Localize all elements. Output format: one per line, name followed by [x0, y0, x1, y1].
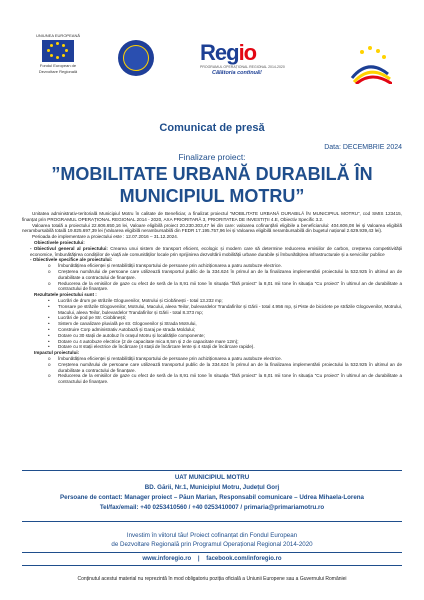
link-separator: | — [197, 556, 200, 562]
regio-subtitle: PROGRAMUL OPERAȚIONAL REGIONAL 2014-2020 — [200, 65, 285, 69]
list-item: o Reducerea de la emisiilor de gaze cu efect de seră de la 8,91 mii tone în situația “fără proiect” la 8,01 mii tone în situația “Cu proiect” în ultimul an de durabilitate a contractului de finanțare. — [48, 373, 402, 385]
impact-heading: Impactul proiectului: — [34, 350, 80, 356]
contact-organization: UAT MUNICIPIUL MOTRU — [174, 474, 250, 481]
specific-objectives-heading: - Obiectivele specifice ale proiectului: — [30, 257, 113, 263]
funding-note-line-2: de Dezvoltare Regională prin Programul Operațional Regional 2014-2020 — [111, 541, 313, 548]
list-item: o Reducerea de la emisiilor de gaze cu efect de seră de la 8,91 mii tone în situația “fără proiect” la 8,01 mii tone în situația “Cu proiect” în ultimul an de durabilitate a contractului de finanțare. — [48, 280, 402, 292]
logo-strip — [0, 33, 424, 100]
regio-tagline: Călătoria continuă! — [212, 70, 262, 76]
regio-logo — [200, 42, 310, 76]
list-item: o Creșterea numărului de persoane care utilizează transportul public de la 334.624 în primul an de la finalizarea implementării proiectului la 532.925 în ultimul an de durabilitate a contractului de finanțare. — [48, 361, 402, 373]
funding-note-line-1: Investim în viitorul tău! Proiect cofinanțat din Fondul European — [126, 532, 298, 539]
list-item: • Dotare cu 4 autobuze electrice (2 de capacitate mica 8,5m și 2 de capacitate mare 12m); — [48, 338, 239, 344]
value-paragraph: Valoarea totală a proiectului 22.606.650,16 lei, Valoare eligibilă proiect 20.230.303,47 lei din care: valoarea cofinanțării eligibile a beneficiarului: 404.606,08 lei și Valoarea eligibilă nerambursabilă totală 19.825.697,39 lei (Valoarea eligibilă nerambursabilă din FEDR 17.195.757,96 lei și Valoarea eligibilă nerambursabilă din bugetul național 2.629.939,43 lei). — [22, 222, 402, 234]
press-release-heading: Comunicat de presă — [159, 122, 265, 134]
intro-paragraph: Unitatea administrativ-teritorială Municipiul Motru în calitate de Beneficiar, a finalizat proiectul ”MOBILITATE URBANĂ DURABILĂ ÎN MUNICIPIUL MOTRU”, cod SMIS 123415, finanțat prin PROGRAMUL OPERAȚIONAL REGIONAL 2014 - 2020, AXA PRIORITARĂ 3, PRIORITATEA DE INVESTIȚII 4.E, Obiectiv Specific 3.2. — [22, 211, 402, 222]
inforegio-facebook-link[interactable]: facebook.com/inforegio.ro — [206, 556, 282, 562]
general-objective: - Obiectivul general al proiectului: Crearea unui sistem de transport eficient, ecologic și modern care să determine reducerea emisiilor de carbon, creșterea competitivității economice, îmbunătățirea condițiilor de viață ale comunităților locale prin sprijinirea dezvoltării mobilității urbane durabile și îmbunătățirea infrastructurale și a serviciilor publice — [30, 245, 402, 257]
list-item: • Lucrări de pod pe Str. Ciobănești; — [48, 315, 127, 321]
regio-wordmark: Regio — [200, 40, 257, 65]
contact-phone-email: Tel/fax/email: +40 0253410560 / +40 0253410007 / primaria@primariamotru.ro — [99, 504, 325, 511]
stars-logo-icon — [348, 44, 392, 84]
release-date: Data: DECEMBRIE 2024 — [324, 144, 402, 151]
inforegio-website-link[interactable]: www.inforegio.ro — [142, 556, 192, 562]
government-seal-icon — [118, 40, 154, 76]
list-item: • Sistem de canalizare pluvială pe str. Glogovenilor și Strada Motrului, — [48, 321, 197, 327]
period-paragraph: Perioada de implementare a proiectului este : 12.07.2016 – 31.12.2024. — [32, 234, 179, 240]
objectives-heading: Obiectivele proiectului: — [34, 239, 85, 245]
list-item: • Dotare cu 30 stații de autobuz în orașul Motru și localitățile componente; — [48, 332, 205, 338]
disclaimer: Conținutul acestui material nu reprezintă în mod obligatoriu poziția oficială a Uniunii Europene sau a Guvernului României — [77, 576, 347, 582]
list-item: • Construire Corp administrativ Autobază și Garaj pe strada Moldului; — [48, 326, 196, 332]
eu-logo-caption-2: Dezvoltare Regională — [38, 69, 78, 74]
funding-note — [0, 531, 424, 549]
list-item: • Lucrări de drum pe străzile Gloguvenilor, Motrului și Ciobănești - total 13.232 mp; — [48, 297, 223, 303]
results-list — [22, 298, 402, 350]
specific-objectives-list — [22, 263, 402, 292]
eu-logo — [28, 33, 88, 74]
eu-logo-title: UNIUNEA EUROPEANĂ — [35, 33, 80, 38]
eu-flag-icon — [42, 40, 74, 62]
impact-list — [22, 356, 402, 385]
list-item: o Creșterea numărului de persoane care utilizează transportul public de la 334.624 în primul an de la finalizarea implementării proiectului la 532.925 în ultimul an de durabilitate a contractului de finanțare. — [48, 268, 402, 280]
eu-logo-caption-1: Fondul European de — [39, 63, 77, 68]
results-heading: Rezultatele proiectului sunt : — [34, 292, 97, 298]
list-item: o Îmbunătățirea eficienței și rentabilității transportului de persoane prin achiziționarea a patru autobuze electrice. — [48, 355, 282, 361]
list-item: • Dotare cu 8 stații electrice de încărcare (4 stații de încărcare lente și 4 stații de încărcare rapide). — [48, 344, 255, 350]
list-item: o Îmbunătățirea eficienței și rentabilității transportului de persoane prin achiziționarea a patru autobuze electrice. — [48, 263, 282, 269]
press-release-body — [22, 211, 402, 385]
footer-links — [0, 556, 424, 562]
contact-persons: Persoane de contact: Manager proiect – Păun Marian, Responsabil comunicare – Udrea Mihaela-Lorena — [60, 494, 364, 501]
project-title: ”MOBILITATE URBANĂ DURABILĂ ÎN MUNICIPIUL MOTRU” — [51, 164, 373, 206]
contact-box — [22, 470, 402, 522]
list-item: • Tronsare pe străzile Glogovenilor, Motrului, Macului, aleea Teilor, bulevardelor Trandafirilor și Gării - total 4.956 mp, și Piste de biciclete pe străzile Glogovenilor, Motrului, Macului, aleea Teilor, bulevardelor Trandafirilor și Gării - total 8.373 mp; — [48, 303, 402, 315]
contact-address: BD. Gării, Nr.1, Municipiul Motru, Județul Gorj — [144, 484, 280, 491]
project-subtitle: Finalizare proiect: — [178, 152, 246, 162]
